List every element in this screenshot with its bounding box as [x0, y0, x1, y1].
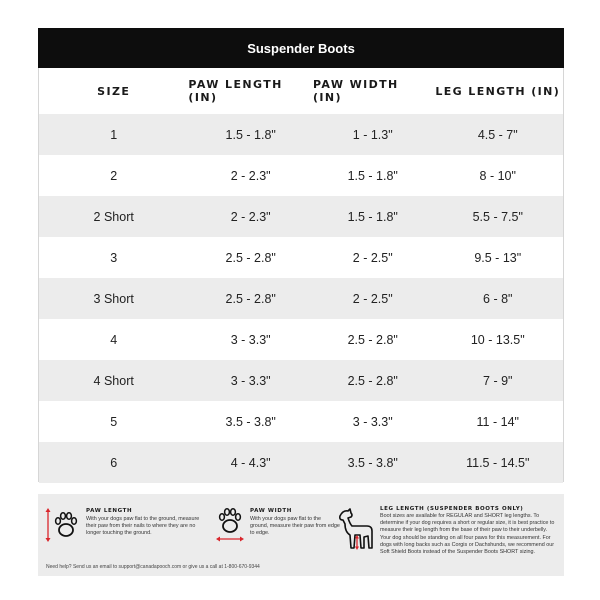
size-cell: 4: [110, 332, 118, 347]
leg-length-cell: 9.5 - 13": [474, 250, 522, 265]
leg-length-cell: 7 - 9": [483, 373, 513, 388]
size-cell: 3 Short: [93, 291, 134, 306]
leg-length-cell: 4.5 - 7": [477, 127, 518, 142]
paw-width-cell: 3.5 - 3.8": [347, 455, 398, 470]
table-row: [39, 114, 563, 155]
column-header-leg-length: LEG LENGTH (IN): [435, 84, 561, 98]
table-row: [39, 360, 563, 401]
measurement-guide: [38, 494, 564, 576]
paw-length-cell: 4 - 4.3": [230, 455, 271, 470]
paw-width-cell: 1.5 - 1.8": [347, 209, 398, 224]
leg-length-title: LEG LENGTH (SUSPENDER BOOTS ONLY): [380, 506, 524, 512]
paw-length-title: PAW LENGTH: [86, 508, 133, 514]
paw-print-icon: [44, 508, 82, 542]
paw-length-cell: 3.5 - 3.8": [225, 414, 276, 429]
paw-width-text: With your dogs paw flat to the ground, measure their paw from edge to edge.: [250, 516, 340, 537]
help-contact-note: Need help? Send us an email to support@canadapooch.com or give us a call at 1-800-670-9344: [46, 564, 260, 570]
paw-width-cell: 2.5 - 2.8": [347, 332, 398, 347]
leg-length-cell: 8 - 10": [479, 168, 516, 183]
table-row: [39, 442, 563, 483]
paw-length-text: With your dogs paw flat to the ground, measure their paw from their nails to where they are no longer touching the ground.: [86, 516, 200, 537]
size-cell: 4 Short: [93, 373, 134, 388]
paw-width-cell: 3 - 3.3": [352, 414, 393, 429]
paw-width-cell: 2 - 2.5": [352, 250, 393, 265]
paw-width-cell: 2.5 - 2.8": [347, 373, 398, 388]
dog-silhouette-icon: [334, 504, 376, 552]
paw-length-cell: 3 - 3.3": [230, 332, 271, 347]
table-row: [39, 155, 563, 196]
leg-length-text: Boot sizes are available for REGULAR and SHORT leg lengths. To determine if your dog requires a short or regular size, it is best practice to measure their leg length from the base of their paw to their underbelly. Your dog should be standing on all four paws for this measurement. For dogs with long backs such as Corgis or Dachshunds, we recommend our Soft Shield Boots instead of the Suspender Boots SHORT sizing.: [380, 513, 555, 556]
size-cell: 6: [110, 455, 118, 470]
size-cell: 2 Short: [93, 209, 134, 224]
size-chart-table: [38, 68, 564, 482]
table-row: [39, 319, 563, 360]
paw-width-cell: 1.5 - 1.8": [347, 168, 398, 183]
column-header-size: SIZE: [97, 84, 131, 98]
leg-length-cell: 10 - 13.5": [470, 332, 525, 347]
leg-length-cell: 5.5 - 7.5": [472, 209, 523, 224]
column-header-paw-length: PAW LENGTH (IN): [188, 78, 283, 104]
size-cell: 5: [110, 414, 118, 429]
paw-length-cell: 2.5 - 2.8": [225, 291, 276, 306]
paw-length-cell: 1.5 - 1.8": [225, 127, 276, 142]
paw-length-cell: 2.5 - 2.8": [225, 250, 276, 265]
table-body: [39, 114, 563, 483]
size-cell: 2: [110, 168, 118, 183]
paw-length-cell: 2 - 2.3": [230, 168, 271, 183]
leg-length-cell: 11.5 - 14.5": [466, 455, 530, 470]
paw-width-cell: 1 - 1.3": [352, 127, 393, 142]
paw-width-title: PAW WIDTH: [250, 508, 292, 514]
paw-print-icon: [212, 506, 248, 544]
size-cell: 1: [110, 127, 118, 142]
table-row: [39, 401, 563, 442]
table-row: [39, 278, 563, 319]
table-header-row: [39, 68, 563, 114]
leg-length-cell: 11 - 14": [476, 414, 519, 429]
leg-length-cell: 6 - 8": [483, 291, 513, 306]
paw-length-cell: 2 - 2.3": [230, 209, 271, 224]
table-row: [39, 237, 563, 278]
paw-length-cell: 3 - 3.3": [230, 373, 271, 388]
table-row: [39, 196, 563, 237]
table-title: Suspender Boots: [38, 28, 564, 68]
column-header-paw-width: PAW WIDTH (IN): [312, 78, 399, 104]
size-cell: 3: [110, 250, 118, 265]
paw-width-cell: 2 - 2.5": [352, 291, 393, 306]
